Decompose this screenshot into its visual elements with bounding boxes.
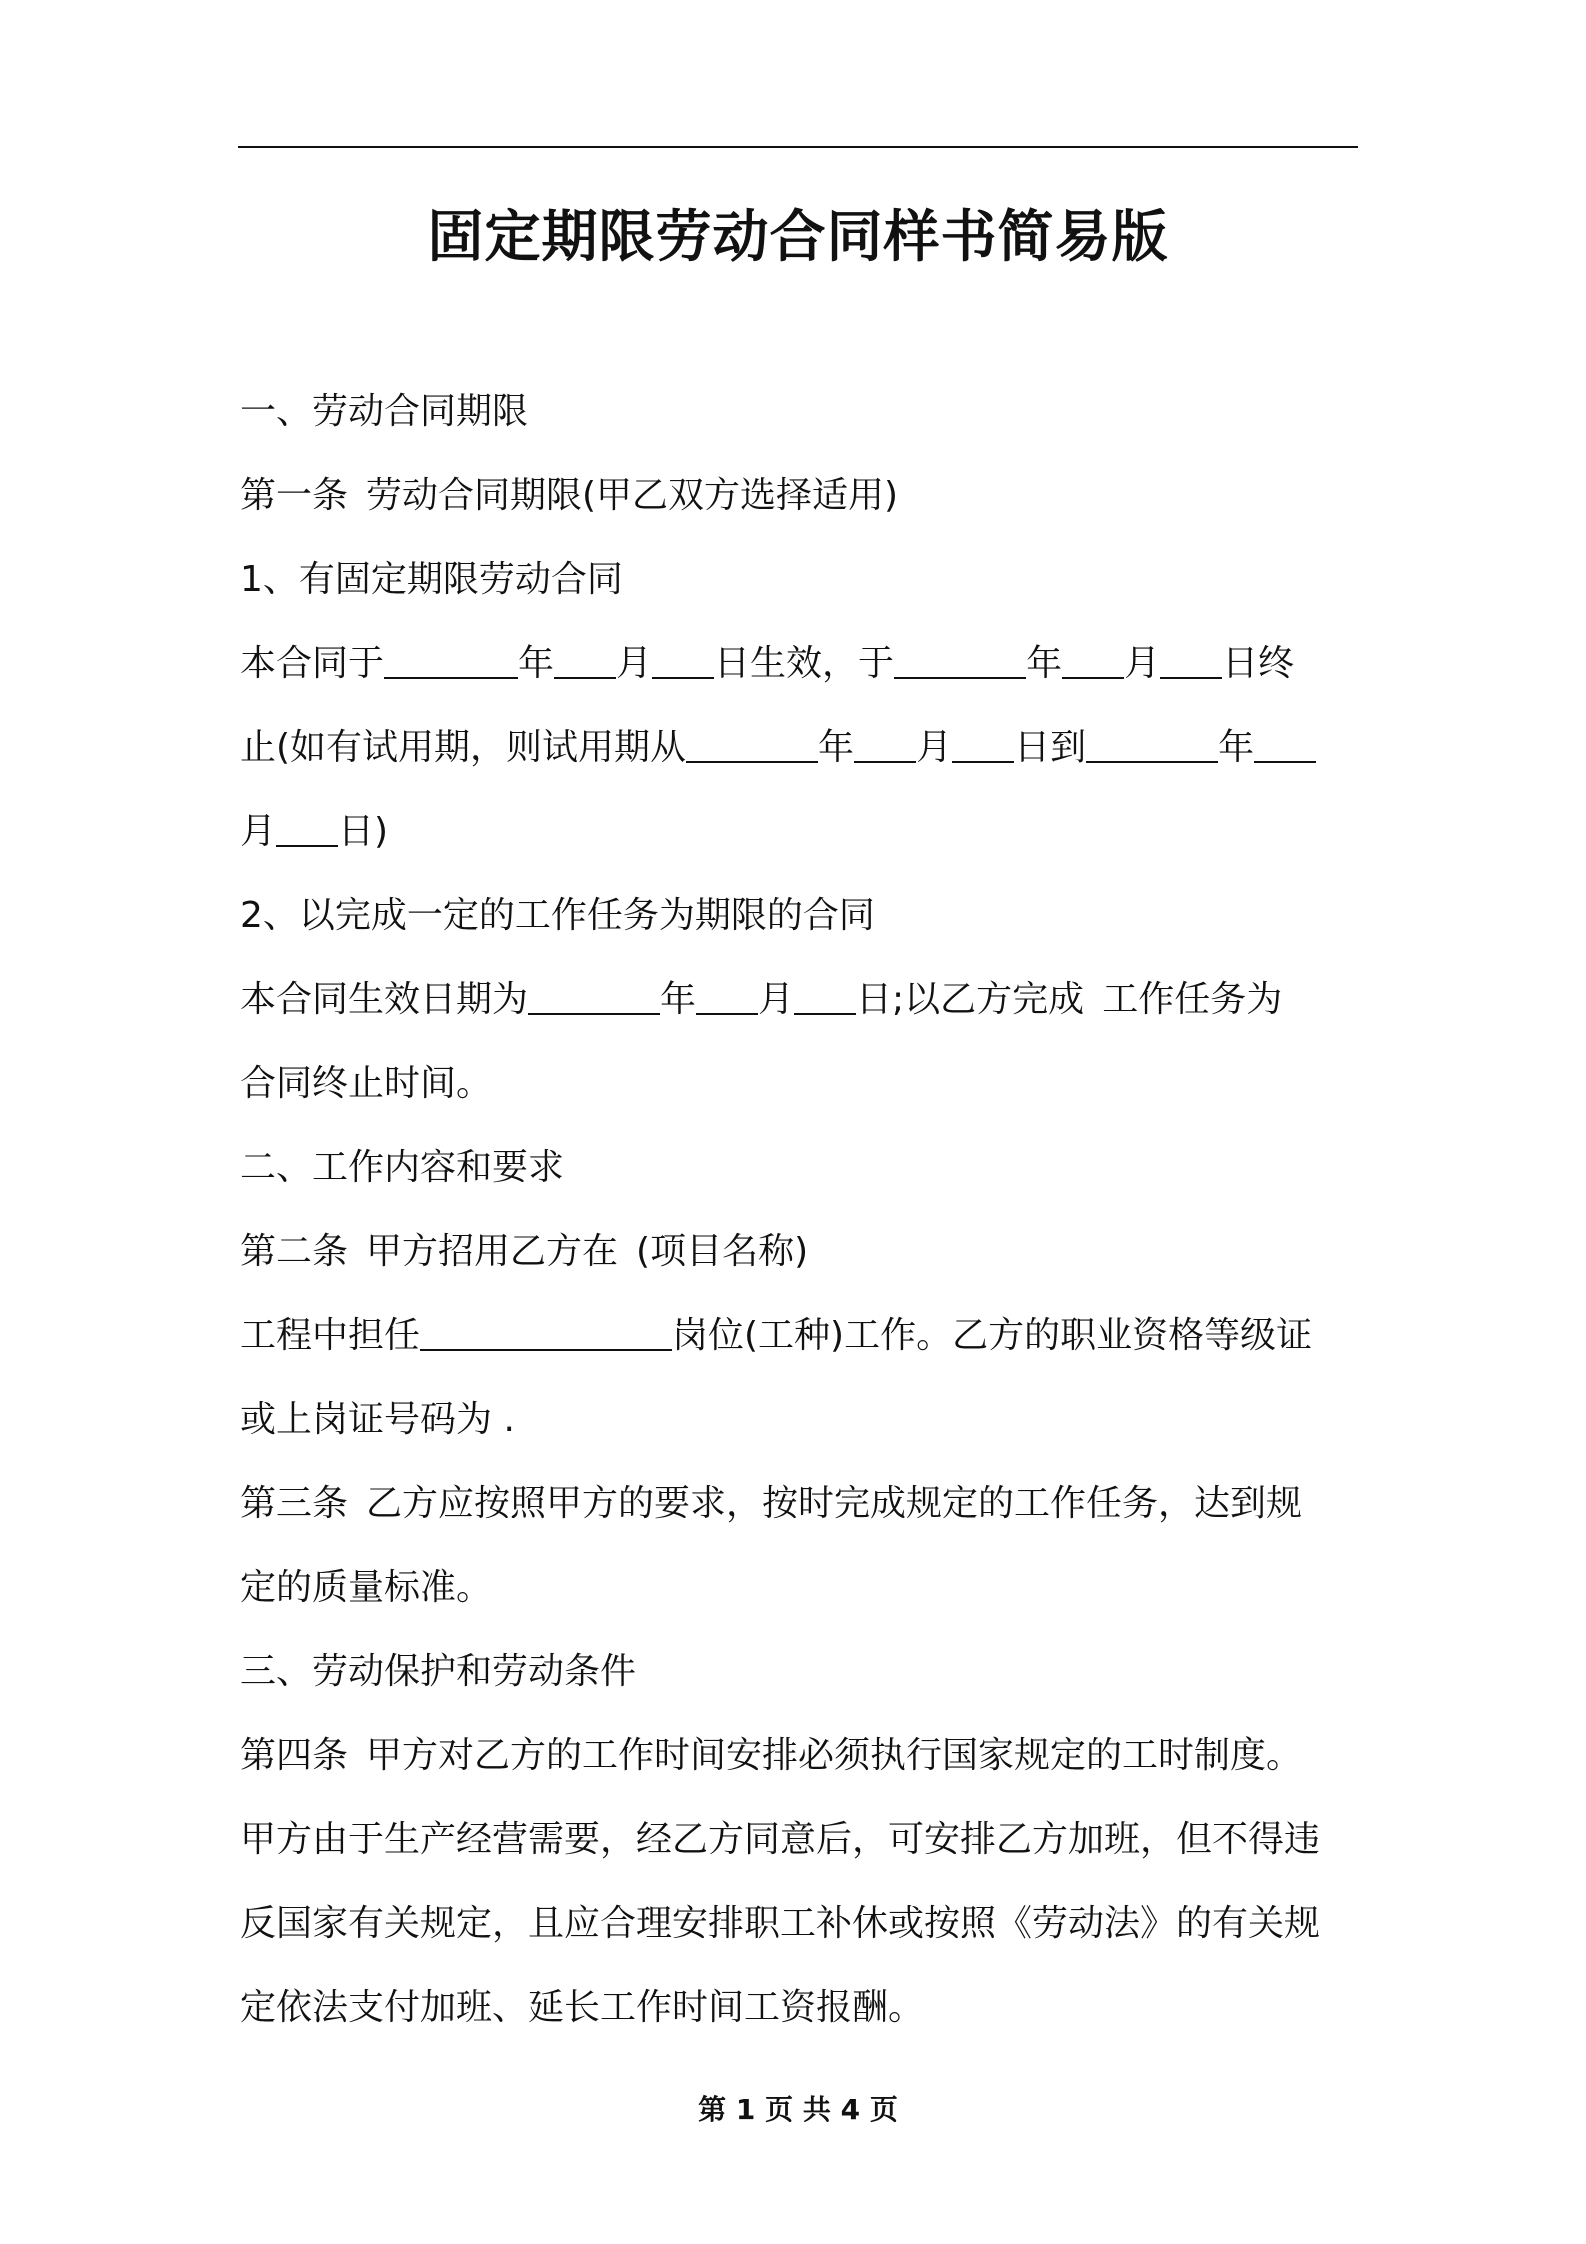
fixed-term-line-1: 本合同于 年 月 日生效，于 年 月 日终: [240, 643, 1295, 684]
fixed-term-line-3: 月 日): [240, 811, 389, 852]
article-4: 第四条 甲方对乙方的工作时间安排必须执行国家规定的工时制度。: [240, 1735, 1303, 1776]
blank-month[interactable]: [854, 727, 916, 763]
blank-month[interactable]: [1062, 643, 1124, 679]
blank-year[interactable]: [894, 643, 1026, 679]
article-1: [240, 454, 1360, 538]
article-label: 第三条: [240, 1483, 349, 1524]
article-3-line-2: 定的质量标准。: [240, 1567, 493, 1608]
blank-year[interactable]: [686, 727, 818, 763]
page-number: 第 1 页 共 4 页: [698, 2093, 898, 2126]
blank-year[interactable]: [384, 643, 518, 679]
blank-day[interactable]: [794, 979, 856, 1015]
header-rule: [238, 146, 1358, 148]
blank-day[interactable]: [276, 811, 338, 847]
article-2: 第二条 甲方招用乙方在 (项目名称): [240, 1231, 809, 1272]
blank-month[interactable]: [696, 979, 758, 1015]
document-title: 固定期限劳动合同样书简易版: [427, 205, 1169, 270]
section-heading: 一、劳动合同期限: [240, 391, 529, 432]
article-4-line-3: 反国家有关规定，且应合理安排职工补休或按照《劳动法》的有关规: [240, 1903, 1321, 1944]
blank-day[interactable]: [952, 727, 1014, 763]
blank-year[interactable]: [528, 979, 660, 1015]
article-2-line-2: 工程中担任 岗位(工种)工作。乙方的职业资格等级证: [240, 1315, 1313, 1356]
article-text: 劳动合同期限(甲乙双方选择适用): [366, 475, 899, 516]
task-term-line-2: 合同终止时间。: [240, 1063, 493, 1104]
item-heading: 2、以完成一定的工作任务为期限的合同: [240, 895, 875, 936]
blank-day[interactable]: [1160, 643, 1222, 679]
document-body: [240, 370, 1360, 2050]
blank-year[interactable]: [1086, 727, 1218, 763]
section-heading: 三、劳动保护和劳动条件: [240, 1651, 637, 1692]
task-term-line-1: 本合同生效日期为 年 月 日;以乙方完成 工作任务为: [240, 979, 1283, 1020]
blank-day[interactable]: [652, 643, 714, 679]
article-label: 第四条: [240, 1735, 349, 1776]
section-heading: 二、工作内容和要求: [240, 1147, 565, 1188]
blank-month[interactable]: [554, 643, 616, 679]
fixed-term-line-2: 止(如有试用期，则试用期从 年 月 日到 年: [240, 706, 1360, 790]
article-label: 第二条: [240, 1231, 349, 1272]
article-3: 第三条 乙方应按照甲方的要求，按时完成规定的工作任务，达到规: [240, 1483, 1303, 1524]
article-4-line-4: 定依法支付加班、延长工作时间工资报酬。: [240, 1987, 925, 2028]
article-4-line-2: 甲方由于生产经营需要，经乙方同意后，可安排乙方加班，但不得违: [240, 1819, 1321, 1860]
blank-month[interactable]: [1254, 727, 1316, 763]
blank-position[interactable]: [420, 1315, 672, 1351]
item-heading: 1、有固定期限劳动合同: [240, 559, 623, 600]
article-2-line-3: 或上岗证号码为 .: [240, 1399, 515, 1440]
article-label: 第一条: [240, 475, 349, 516]
